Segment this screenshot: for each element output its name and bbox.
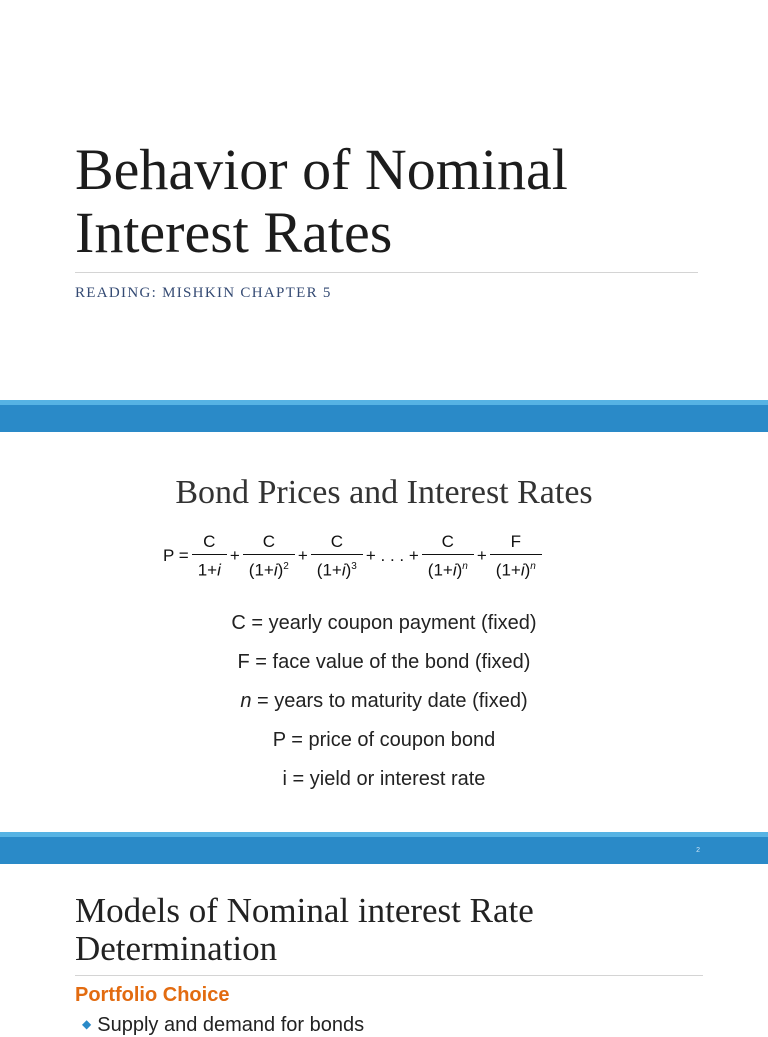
slide-separator-band [0, 400, 768, 432]
formula-term-2 [243, 532, 295, 581]
term-denominator: $(1+i)^2$ [243, 554, 295, 581]
title-divider [75, 272, 698, 273]
term-denominator: $(1+i)^3$ [311, 554, 363, 581]
slide-subtitle: READING: MISHKIN CHAPTER 5 [75, 285, 332, 301]
formula-term-3 [311, 532, 363, 581]
term-numerator: C [441, 532, 454, 551]
term-numerator: C [262, 532, 275, 551]
bullet-marker-icon: ◆ [82, 1017, 92, 1031]
formula-term-1 [192, 532, 227, 581]
bond-prices-slide [0, 432, 768, 832]
term-denominator: 1+i [192, 554, 227, 581]
title-divider [75, 975, 703, 976]
formula-term-5 [490, 532, 542, 581]
plus-sign: + [476, 546, 487, 566]
title-line-1: Models of Nominal interest Rate [75, 891, 534, 930]
slide-title: Bond Prices and Interest Rates [175, 474, 593, 511]
variable-definitions [0, 604, 768, 799]
slide-title [75, 892, 715, 968]
slide-separator-band [0, 832, 768, 864]
definition-line: n = years to maturity date (fixed) [240, 690, 528, 712]
slide-title [75, 138, 715, 264]
band-highlight [0, 832, 768, 837]
bond-price-formula [162, 532, 544, 581]
formula-term-4 [422, 532, 474, 581]
slide-number: 2 [696, 847, 700, 854]
definition-line: C = yearly coupon payment (fixed) [231, 612, 537, 634]
term-numerator: C [330, 532, 343, 551]
term-numerator: F [510, 532, 521, 551]
bullet-item [82, 1014, 364, 1037]
formula-lhs: P = [163, 546, 189, 566]
title-line-2: Determination [75, 929, 278, 968]
term-numerator: C [203, 532, 216, 551]
term-denominator: $(1+i)^n$ [422, 554, 474, 581]
section-heading: Portfolio Choice [75, 984, 230, 1006]
models-slide [0, 864, 768, 1036]
plus-sign: + [297, 546, 308, 566]
title-line-2: Interest Rates [75, 200, 393, 265]
bullet-text: Supply and demand for bonds [97, 1014, 365, 1036]
title-slide [0, 0, 768, 400]
ellipsis: + . . . + [365, 546, 419, 566]
term-denominator: $(1+i)^n$ [490, 554, 542, 581]
definition-line: F = face value of the bond (fixed) [237, 651, 531, 673]
band-highlight [0, 400, 768, 405]
definition-line: i = yield or interest rate [282, 768, 486, 790]
plus-sign: + [229, 546, 240, 566]
definition-line: P = price of coupon bond [272, 729, 496, 751]
title-line-1: Behavior of Nominal [75, 137, 568, 202]
